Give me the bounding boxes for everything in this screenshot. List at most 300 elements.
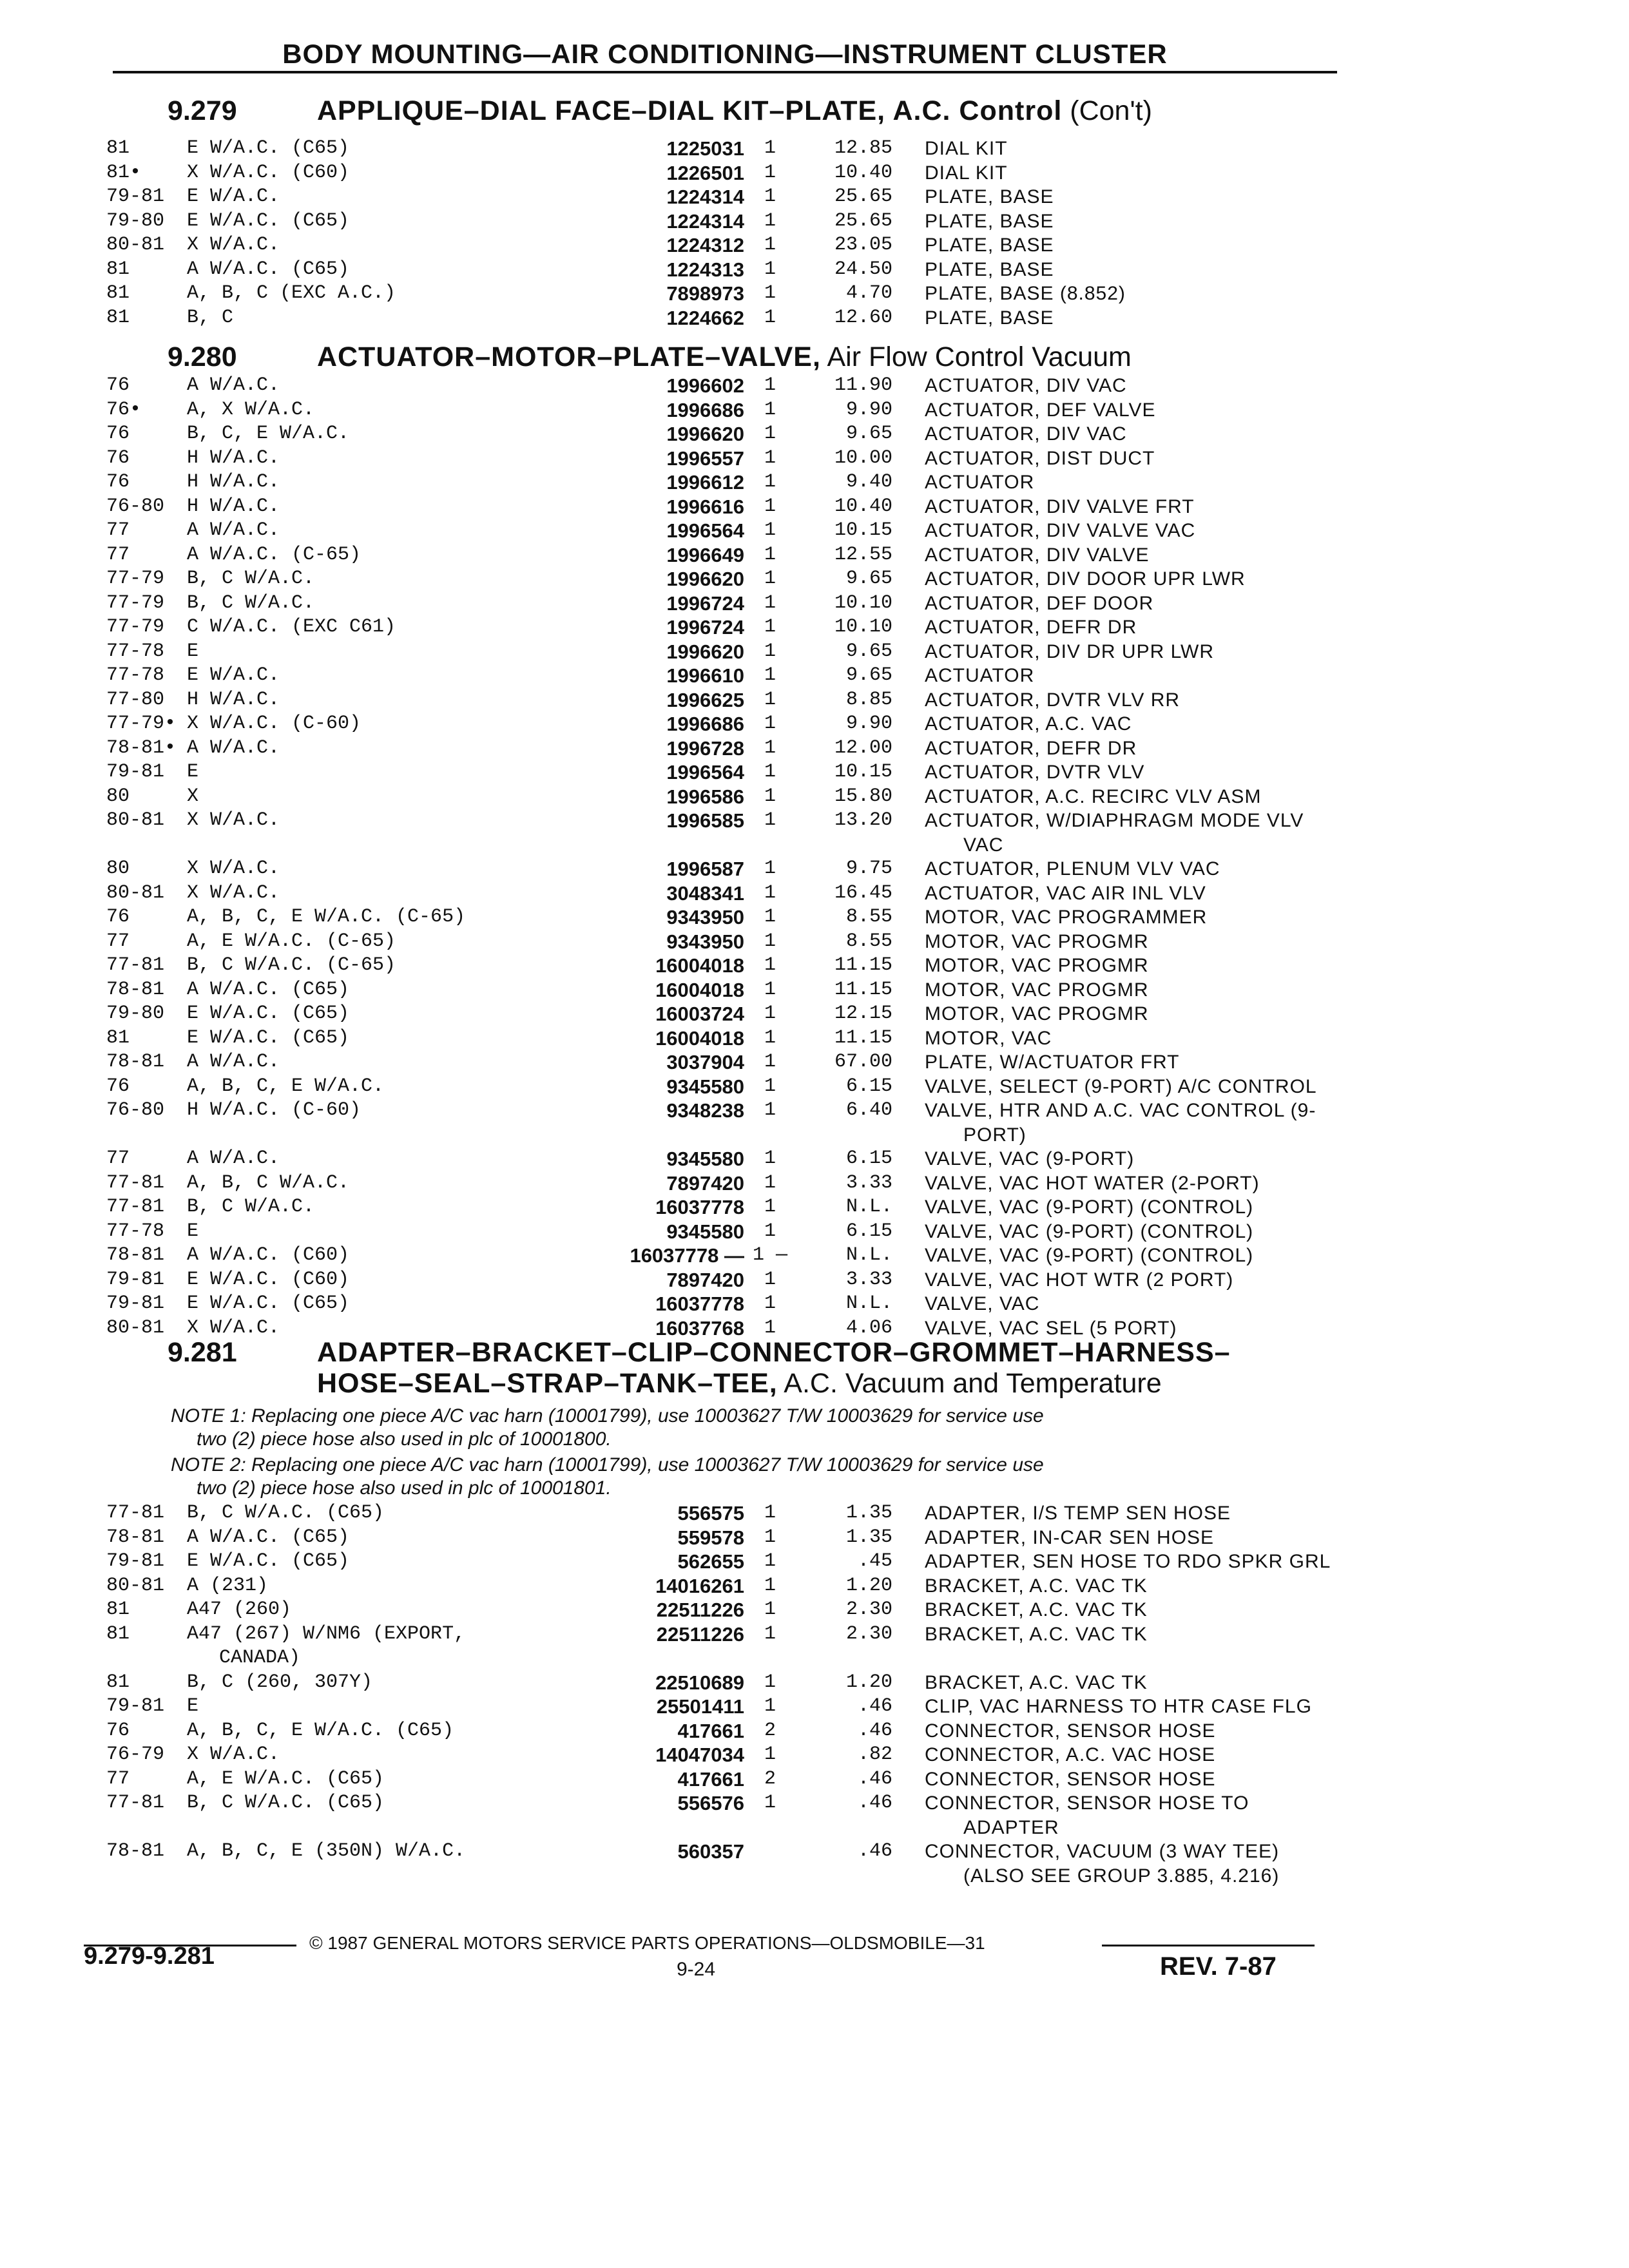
part-number-cell: 1996625 — [666, 688, 744, 711]
part-row — [106, 736, 1331, 761]
model-cell: A W/A.C. (C65) — [187, 258, 350, 280]
description-cell: ACTUATOR, DIV VALVE — [925, 544, 1150, 566]
year-cell: 77 — [106, 1767, 130, 1790]
price-cell: 3.33 — [845, 1171, 892, 1194]
part-row — [106, 422, 1331, 447]
model-cell: E W/A.C. — [187, 664, 280, 686]
quantity-cell: 1 — [764, 930, 776, 952]
price-cell: 12.85 — [834, 137, 892, 159]
quantity-cell: 1 — [764, 785, 776, 807]
description-cell: ACTUATOR, DVTR VLV RR — [925, 689, 1181, 711]
model-cell: H W/A.C. — [187, 688, 280, 711]
part-number-cell: 560357 — [677, 1840, 744, 1863]
model-cell: A, B, C, E W/A.C. — [187, 1075, 385, 1097]
part-row — [106, 185, 1331, 209]
part-row — [106, 591, 1331, 616]
model-cell: A, E W/A.C. (C-65) — [187, 930, 396, 952]
part-row — [106, 615, 1331, 640]
section-number: 9.280 — [168, 341, 237, 372]
parts-list-9-281 — [106, 1501, 1331, 1888]
description-cell-continuation: VAC — [963, 834, 1004, 856]
year-cell: 76• — [106, 398, 142, 421]
model-cell: X — [187, 785, 199, 807]
model-cell: B, C W/A.C. (C65) — [187, 1792, 385, 1814]
quantity-cell: 1 — [764, 1526, 776, 1548]
description-cell: BRACKET, A.C. VAC TK — [925, 1599, 1148, 1620]
part-number-cell: 16037778 — [655, 1293, 744, 1315]
model-cell: X W/A.C. (C-60) — [187, 713, 361, 735]
model-cell: X W/A.C. — [187, 234, 280, 256]
price-cell: 11.90 — [834, 374, 892, 396]
quantity-cell: 1 — [764, 688, 776, 711]
model-cell: A, B, C, E (350N) W/A.C. — [187, 1840, 466, 1862]
part-number-cell: 9348238 — [666, 1099, 744, 1122]
part-number-cell: 1996620 — [666, 423, 744, 445]
quantity-cell: 1 — [764, 161, 776, 184]
price-cell: 24.50 — [834, 258, 892, 280]
model-cell: A W/A.C. — [187, 1051, 280, 1073]
part-number-cell: 1996586 — [666, 785, 744, 808]
section-notes — [171, 1405, 1305, 1503]
quantity-cell: 1 — [764, 1792, 776, 1814]
quantity-cell: 1 — [764, 1574, 776, 1597]
quantity-cell: 1 — [764, 447, 776, 469]
year-cell: 77-79 — [106, 591, 165, 614]
part-number-cell: 7897420 — [666, 1171, 744, 1195]
description-cell: CONNECTOR, VACUUM (3 WAY TEE) — [925, 1841, 1280, 1862]
quantity-cell: 1 — [764, 1099, 776, 1121]
part-number-cell: 1996620 — [666, 640, 744, 663]
year-cell: 80-81 — [106, 234, 165, 256]
footer-rule-right — [1102, 1945, 1315, 1946]
year-cell: 81 — [106, 1622, 130, 1645]
description-cell: PLATE, BASE — [925, 186, 1054, 207]
section-subtitle: Air Flow Control Vacuum — [827, 341, 1132, 372]
year-cell: 77-78 — [106, 640, 165, 662]
model-cell: B, C W/A.C. — [187, 591, 315, 614]
model-cell: X W/A.C. — [187, 858, 280, 879]
description-cell: BRACKET, A.C. VAC TK — [925, 1671, 1148, 1693]
price-cell: 1.35 — [845, 1526, 892, 1548]
price-cell: 8.85 — [845, 688, 892, 711]
price-cell: 8.55 — [845, 906, 892, 928]
part-number-cell: 1996649 — [666, 543, 744, 566]
part-row — [106, 688, 1331, 713]
model-cell: E W/A.C. (C65) — [187, 1026, 350, 1049]
part-row — [106, 640, 1331, 664]
year-cell: 77-81 — [106, 1196, 165, 1218]
quantity-cell: 2 — [764, 1767, 776, 1790]
part-row — [106, 881, 1331, 906]
part-row — [106, 398, 1331, 423]
price-cell: .46 — [857, 1719, 892, 1742]
part-number-cell: 1225031 — [666, 137, 744, 160]
price-cell: 10.00 — [834, 447, 892, 469]
description-cell: MOTOR, VAC PROGMR — [925, 930, 1149, 952]
description-cell: VALVE, VAC HOT WATER (2-PORT) — [925, 1172, 1260, 1194]
part-row — [106, 1526, 1331, 1550]
description-cell: ACTUATOR, DIV DOOR UPR LWR — [925, 568, 1246, 590]
part-number-cell: 1996724 — [666, 591, 744, 615]
quantity-cell: 1 — [764, 1220, 776, 1242]
price-cell: 2.30 — [845, 1599, 892, 1620]
part-row — [106, 495, 1331, 519]
part-number-cell: 7897420 — [666, 1268, 744, 1291]
model-cell: A, B, C (EXC A.C.) — [187, 282, 396, 304]
year-cell: 79-81 — [106, 761, 165, 783]
part-row — [106, 857, 1331, 881]
description-cell: ACTUATOR, DIV DR UPR LWR — [925, 640, 1215, 662]
description-cell: MOTOR, VAC PROGMR — [925, 1003, 1149, 1024]
quantity-cell: 1 — [764, 306, 776, 329]
year-cell: 78-81 — [106, 1526, 165, 1548]
page-number: 9-24 — [677, 1959, 716, 1980]
part-number-cell: 1996585 — [666, 809, 744, 832]
year-cell: 79-81 — [106, 1293, 165, 1314]
page-footer — [0, 1933, 1629, 2023]
description-cell: VALVE, VAC (9-PORT) — [925, 1148, 1135, 1169]
price-cell: 1.20 — [845, 1574, 892, 1597]
description-cell: ADAPTER, IN-CAR SEN HOSE — [925, 1526, 1215, 1548]
description-cell: ADAPTER, I/S TEMP SEN HOSE — [925, 1503, 1231, 1524]
quantity-cell: 1 — [764, 616, 776, 638]
year-cell: 80 — [106, 785, 130, 807]
quantity-cell: 1 — [764, 1695, 776, 1717]
description-cell: ACTUATOR, DIV VALVE VAC — [925, 520, 1196, 541]
description-cell: ACTUATOR — [925, 472, 1035, 493]
description-cell: ACTUATOR, DEFR DR — [925, 737, 1137, 759]
model-cell: E W/A.C. (C65) — [187, 1293, 350, 1314]
description-cell: ACTUATOR, W/DIAPHRAGM MODE VLV — [925, 810, 1304, 831]
part-number-cell: 1996724 — [666, 616, 744, 639]
part-number-cell: 417661 — [677, 1719, 744, 1742]
description-cell: ACTUATOR, DIV VAC — [925, 423, 1127, 445]
part-row — [106, 1574, 1331, 1599]
description-cell: ACTUATOR, VAC AIR INL VLV — [925, 882, 1206, 904]
year-cell: 78-81 — [106, 978, 165, 1001]
part-number-cell: 3037904 — [666, 1051, 744, 1073]
model-cell: E W/A.C. (C65) — [187, 209, 350, 232]
price-cell: 9.65 — [845, 423, 892, 445]
section-subtitle: (Con't) — [1070, 95, 1152, 126]
part-row — [106, 1501, 1331, 1526]
price-cell: 4.06 — [845, 1316, 892, 1339]
model-cell: E W/A.C. (C65) — [187, 137, 350, 159]
part-row — [106, 1695, 1331, 1719]
description-cell: ACTUATOR, DVTR VLV — [925, 762, 1145, 783]
quantity-cell: 1 — [764, 1502, 776, 1524]
model-cell-continuation: CANADA) — [219, 1647, 301, 1669]
description-cell: CONNECTOR, SENSOR HOSE — [925, 1720, 1216, 1742]
year-cell: 81 — [106, 258, 130, 280]
quantity-cell: 1 — [764, 809, 776, 831]
year-cell: 76-80 — [106, 1099, 165, 1121]
model-cell: A W/A.C. (C65) — [187, 978, 350, 1001]
quantity-cell: 1 — [764, 1316, 776, 1339]
part-row — [106, 567, 1331, 591]
section-subtitle: A.C. Vacuum and Temperature — [784, 1368, 1162, 1399]
quantity-cell: 1 — [764, 234, 776, 256]
model-cell: B, C W/A.C. (C65) — [187, 1502, 385, 1524]
year-cell: 81 — [106, 282, 130, 304]
model-cell: A W/A.C. (C-65) — [187, 543, 361, 566]
model-cell: H W/A.C. — [187, 495, 280, 517]
model-cell: A, E W/A.C. (C65) — [187, 1767, 385, 1790]
part-number-cell: 1224313 — [666, 258, 744, 281]
parts-list-9-279 — [106, 137, 1331, 330]
model-cell: A47 (260) — [187, 1599, 292, 1620]
part-row — [106, 233, 1331, 258]
price-cell: .46 — [857, 1792, 892, 1814]
part-row-continuation — [106, 833, 1331, 858]
quantity-cell: 1 — [764, 713, 776, 735]
description-cell: PLATE, BASE — [925, 235, 1054, 256]
part-row — [106, 519, 1331, 543]
part-row — [106, 1791, 1331, 1816]
quantity-cell: 1 — [764, 1171, 776, 1194]
year-cell: 81 — [106, 306, 130, 329]
part-row — [106, 1171, 1331, 1196]
part-row — [106, 306, 1331, 331]
price-cell: 10.15 — [834, 761, 892, 783]
description-cell: CLIP, VAC HARNESS TO HTR CASE FLG — [925, 1696, 1312, 1717]
description-cell: VALVE, VAC SEL (5 PORT) — [925, 1317, 1177, 1339]
description-cell: VALVE, VAC (9-PORT) (CONTROL) — [925, 1196, 1254, 1218]
model-cell: C W/A.C. (EXC C61) — [187, 616, 396, 638]
price-cell: 10.40 — [834, 495, 892, 517]
model-cell: H W/A.C. — [187, 471, 280, 493]
part-row — [106, 1743, 1331, 1767]
part-row-continuation — [106, 1816, 1331, 1840]
price-cell: 25.65 — [834, 209, 892, 232]
year-cell: 76 — [106, 447, 130, 469]
quantity-cell: 1 — [764, 1026, 776, 1049]
part-row — [106, 1268, 1331, 1293]
part-row — [106, 712, 1331, 736]
year-cell: 76 — [106, 1719, 130, 1742]
price-cell: 1.35 — [845, 1502, 892, 1524]
model-cell: E — [187, 761, 199, 783]
part-row — [106, 1026, 1331, 1051]
quantity-cell: 1 — [764, 519, 776, 541]
part-number-cell: 16004018 — [655, 954, 744, 977]
part-number-cell: 16003724 — [655, 1003, 744, 1025]
year-cell: 80-81 — [106, 1316, 165, 1339]
price-cell: 10.40 — [834, 161, 892, 184]
description-cell: VALVE, VAC HOT WTR (2 PORT) — [925, 1269, 1234, 1291]
part-row — [106, 1075, 1331, 1099]
model-cell: A, B, C, E W/A.C. (C-65) — [187, 906, 466, 928]
price-cell: 16.45 — [834, 881, 892, 904]
quantity-cell: 1 — [764, 1051, 776, 1073]
part-number-cell: 1996610 — [666, 664, 744, 687]
model-cell: B, C, E W/A.C. — [187, 423, 350, 445]
price-cell: 9.65 — [845, 640, 892, 662]
part-number-cell: 14016261 — [655, 1574, 744, 1597]
description-cell: ACTUATOR, DIV VALVE FRT — [925, 495, 1195, 517]
description-cell: CONNECTOR, SENSOR HOSE TO — [925, 1792, 1249, 1814]
year-cell: 77-79• — [106, 713, 177, 735]
header-rule — [113, 71, 1337, 73]
price-cell: 9.90 — [845, 713, 892, 735]
part-number-cell: 1996616 — [666, 495, 744, 518]
part-number-cell: 562655 — [677, 1550, 744, 1573]
quantity-cell: 1 — [764, 1599, 776, 1620]
year-cell: 79-81 — [106, 186, 165, 207]
part-number-cell: 1996587 — [666, 858, 744, 880]
quantity-cell: 1 — [764, 186, 776, 207]
year-cell: 76-79 — [106, 1744, 165, 1765]
price-cell: 12.60 — [834, 306, 892, 329]
part-row — [106, 1220, 1331, 1244]
year-cell: 78-81 — [106, 1051, 165, 1073]
part-number-cell: 3048341 — [666, 881, 744, 905]
quantity-cell: 1 — [764, 881, 776, 904]
model-cell: B, C W/A.C. — [187, 568, 315, 590]
year-cell: 76 — [106, 471, 130, 493]
part-row — [106, 1840, 1331, 1864]
part-row — [106, 1147, 1331, 1171]
quantity-cell: 1 — [764, 1744, 776, 1765]
part-number-cell: 9343950 — [666, 930, 744, 953]
price-cell: N.L. — [845, 1293, 892, 1314]
price-cell: 11.15 — [834, 954, 892, 976]
part-number-cell: 22511226 — [656, 1599, 744, 1621]
year-cell: 78-81 — [106, 1840, 165, 1862]
year-cell: 80-81 — [106, 809, 165, 831]
model-cell: B, C W/A.C. (C-65) — [187, 954, 396, 976]
note-1: NOTE 1: Replacing one piece A/C vac harn (10001799), use 10003627 T/W 10003629 for service use two (2) piece hose also used in plc of 10001800. — [171, 1405, 1044, 1450]
part-number-cell: 22510689 — [655, 1671, 744, 1694]
price-cell: 9.90 — [845, 398, 892, 421]
quantity-cell: 1 — [764, 1550, 776, 1572]
year-cell: 78-81 — [106, 1244, 165, 1266]
description-cell: MOTOR, VAC — [925, 1027, 1052, 1049]
part-row — [106, 1622, 1331, 1647]
price-cell: .82 — [857, 1744, 892, 1765]
section-number: 9.281 — [168, 1337, 237, 1368]
price-cell: 13.20 — [834, 809, 892, 831]
description-cell: BRACKET, A.C. VAC TK — [925, 1623, 1148, 1645]
part-row — [106, 1050, 1331, 1075]
description-cell: PLATE, BASE — [925, 307, 1054, 329]
section-title: APPLIQUE–DIAL FACE–DIAL KIT–PLATE, A.C. Control — [316, 95, 1063, 126]
part-row — [106, 954, 1331, 978]
quantity-cell: 1 — [764, 471, 776, 493]
part-number-cell: 417661 — [677, 1767, 744, 1791]
quantity-cell: 1 — [764, 858, 776, 879]
part-number-cell: 1996728 — [666, 736, 744, 760]
year-cell: 78-81• — [106, 736, 177, 759]
part-number-cell: 1224312 — [666, 234, 744, 256]
price-cell: 4.70 — [845, 282, 892, 304]
price-cell: 6.15 — [845, 1148, 892, 1169]
description-cell: ACTUATOR, A.C. RECIRC VLV ASM — [925, 785, 1262, 807]
quantity-cell: 1 — [764, 374, 776, 396]
section-heading-9-281 — [168, 1337, 1366, 1399]
quantity-cell: 2 — [764, 1719, 776, 1742]
section-title: ADAPTER–BRACKET–CLIP–CONNECTOR–GROMMET–HARNESS– — [316, 1337, 1231, 1368]
part-number-cell: 16004018 — [655, 1026, 744, 1050]
quantity-cell: 1 — [764, 954, 776, 976]
quantity-cell: 1 — [764, 137, 776, 159]
description-cell: MOTOR, VAC PROGRAMMER — [925, 907, 1208, 928]
model-cell: X W/A.C. — [187, 1744, 280, 1765]
part-number-cell: 9345580 — [666, 1075, 744, 1098]
price-cell: 15.80 — [834, 785, 892, 807]
model-cell: A W/A.C. — [187, 374, 280, 396]
page-header — [113, 39, 1337, 73]
part-row — [106, 374, 1331, 398]
year-cell: 77 — [106, 543, 130, 566]
part-number-cell: 1224314 — [666, 209, 744, 233]
year-cell: 77-79 — [106, 568, 165, 590]
price-cell: 12.00 — [834, 736, 892, 759]
description-cell: ACTUATOR, DIV VAC — [925, 375, 1127, 396]
quantity-cell: 1 — [764, 543, 776, 566]
model-cell: A, X W/A.C. — [187, 398, 315, 421]
model-cell: A, B, C, E W/A.C. (C65) — [187, 1719, 454, 1742]
description-cell: DIAL KIT — [925, 162, 1008, 184]
section-heading-9-279 — [168, 95, 1366, 126]
year-cell: 77-81 — [106, 954, 165, 976]
price-cell: 9.75 — [845, 858, 892, 879]
year-cell: 79-81 — [106, 1550, 165, 1572]
year-cell: 77-80 — [106, 688, 165, 711]
part-row — [106, 470, 1331, 495]
description-cell: DIAL KIT — [925, 138, 1008, 159]
model-cell: B, C (260, 307Y) — [187, 1671, 373, 1693]
description-cell: ACTUATOR, DEF VALVE — [925, 399, 1156, 421]
model-cell: X W/A.C. — [187, 809, 280, 831]
quantity-cell: 1 — [764, 1293, 776, 1314]
model-cell: X W/A.C. — [187, 1316, 280, 1339]
model-cell: A W/A.C. (C65) — [187, 1526, 350, 1548]
part-number-cell: 16037778 — [655, 1196, 744, 1218]
model-cell: E W/A.C. (C65) — [187, 1550, 350, 1572]
quantity-cell: 1 — [764, 906, 776, 928]
year-cell: 77-79 — [106, 616, 165, 638]
quantity-cell: 1 — [764, 423, 776, 445]
price-cell: .45 — [857, 1550, 892, 1572]
part-number-cell: 1224662 — [666, 306, 744, 329]
description-cell-continuation: (ALSO SEE GROUP 3.885, 4.216) — [963, 1865, 1280, 1887]
description-cell-continuation: PORT) — [963, 1124, 1027, 1146]
model-cell: H W/A.C. — [187, 447, 280, 469]
description-cell: VALVE, VAC — [925, 1293, 1040, 1314]
price-cell: 9.65 — [845, 664, 892, 686]
price-cell: 6.15 — [845, 1220, 892, 1242]
model-cell: A (231) — [187, 1574, 269, 1597]
part-row — [106, 978, 1331, 1003]
part-row-continuation — [106, 1123, 1331, 1148]
part-row — [106, 1719, 1331, 1744]
quantity-cell: 1 — [764, 209, 776, 232]
part-row — [106, 785, 1331, 809]
model-cell: E — [187, 640, 199, 662]
part-row — [106, 1002, 1331, 1026]
quantity-cell: 1 — [764, 1622, 776, 1645]
quantity-cell: 1 — [764, 736, 776, 759]
year-cell: 80 — [106, 858, 130, 879]
quantity-cell: 1 — — [752, 1244, 787, 1266]
description-cell: VALVE, VAC (9-PORT) (CONTROL) — [925, 1220, 1254, 1242]
model-cell: A47 (267) W/NM6 (EXPORT, — [187, 1622, 466, 1645]
quantity-cell: 1 — [764, 1148, 776, 1169]
part-number-cell: 22511226 — [656, 1622, 744, 1646]
model-cell: A, B, C W/A.C. — [187, 1171, 350, 1194]
parts-list-9-280 — [106, 374, 1331, 1340]
